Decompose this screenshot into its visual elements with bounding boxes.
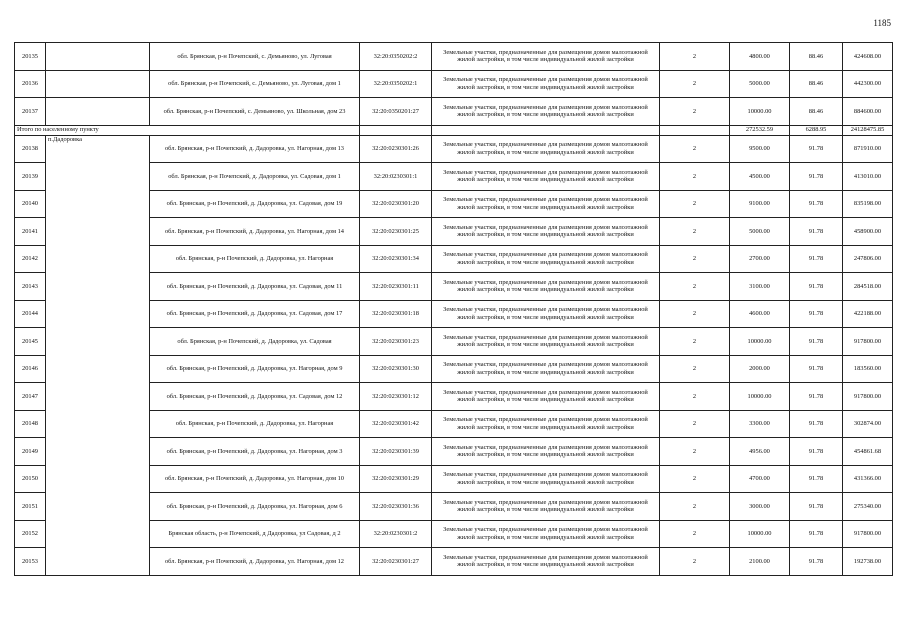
- land-use-cell: Земельные участки, предназначенные для размещения домов малоэтажной жилой застройки, в том числе индивидуальной жилой застройки: [432, 438, 660, 466]
- row-number: 20148: [15, 410, 46, 438]
- land-use-cell: Земельные участки, предназначенные для размещения домов малоэтажной жилой застройки, в том числе индивидуальной жилой застройки: [432, 245, 660, 273]
- category-cell: 2: [660, 190, 730, 218]
- row-number: 20135: [15, 43, 46, 71]
- area-cell: 4600.00: [730, 300, 790, 328]
- area-cell: 10000.00: [730, 520, 790, 548]
- address-cell: обл. Брянская, р-н Почепский, д. Дадоровка, ул. Садовая, дом 1: [150, 163, 360, 191]
- category-cell: 2: [660, 300, 730, 328]
- land-use-cell: Земельные участки, предназначенные для размещения домов малоэтажной жилой застройки, в том числе индивидуальной жилой застройки: [432, 493, 660, 521]
- cadastral-value-table: [14, 42, 893, 576]
- area-cell: 4800.00: [730, 43, 790, 71]
- cadastral-number-cell: 32:20:0230301:23: [360, 328, 432, 356]
- address-cell: обл. Брянская, р-н Почепский, д. Дадоровка, ул. Нагорная, дом 14: [150, 218, 360, 246]
- area-cell: 9500.00: [730, 135, 790, 163]
- table-body-lower: [15, 135, 893, 575]
- category-cell: 2: [660, 438, 730, 466]
- area-cell: 10000.00: [730, 328, 790, 356]
- row-number: 20142: [15, 245, 46, 273]
- area-cell: 2700.00: [730, 245, 790, 273]
- area-cell: 4956.00: [730, 438, 790, 466]
- settlement-cell-empty: [46, 98, 150, 126]
- rate-cell: 91.78: [790, 273, 843, 301]
- cadastral-number-cell: 32:20:0230301:1: [360, 163, 432, 191]
- row-number: 20137: [15, 98, 46, 126]
- cadastral-value-cell: 871910.00: [843, 135, 893, 163]
- land-use-cell: Земельные участки, предназначенные для размещения домов малоэтажной жилой застройки, в том числе индивидуальной жилой застройки: [432, 548, 660, 576]
- cadastral-number-cell: 32:20:0230301:11: [360, 273, 432, 301]
- settlement-cell: п.Дадоровка: [46, 135, 150, 575]
- address-cell: обл. Брянская, р-н Почепский, д. Дадоровка, ул. Нагорная, дом 10: [150, 465, 360, 493]
- cadastral-number-cell: 32:20:0230301:2: [360, 520, 432, 548]
- subtotal-use-empty: [432, 125, 660, 135]
- cadastral-number-cell: 32:20:0230301:12: [360, 383, 432, 411]
- row-number: 20144: [15, 300, 46, 328]
- category-cell: 2: [660, 43, 730, 71]
- category-cell: 2: [660, 383, 730, 411]
- category-cell: 2: [660, 520, 730, 548]
- area-cell: 9100.00: [730, 190, 790, 218]
- cadastral-number-cell: 32:20:0230301:30: [360, 355, 432, 383]
- row-number: 20146: [15, 355, 46, 383]
- address-cell: Брянская область, р-н Почепский, д Дадоровка, ул Садовая, д 2: [150, 520, 360, 548]
- address-cell: обл. Брянская, р-н Почепский, д. Дадоровка, ул. Садовая, дом 11: [150, 273, 360, 301]
- category-cell: 2: [660, 548, 730, 576]
- land-use-cell: Земельные участки, предназначенные для размещения домов малоэтажной жилой застройки, в том числе индивидуальной жилой застройки: [432, 70, 660, 98]
- cadastral-value-cell: 302874.00: [843, 410, 893, 438]
- category-cell: 2: [660, 493, 730, 521]
- cadastral-number-cell: 32:20:0230301:39: [360, 438, 432, 466]
- cadastral-value-cell: 183560.00: [843, 355, 893, 383]
- settlement-cell-empty: [46, 70, 150, 98]
- subtotal-category-empty: [660, 125, 730, 135]
- land-use-cell: Земельные участки, предназначенные для размещения домов малоэтажной жилой застройки, в том числе индивидуальной жилой застройки: [432, 135, 660, 163]
- rate-cell: 91.78: [790, 493, 843, 521]
- land-use-cell: Земельные участки, предназначенные для размещения домов малоэтажной жилой застройки, в том числе индивидуальной жилой застройки: [432, 43, 660, 71]
- cadastral-number-cell: 32:20:0350202:2: [360, 43, 432, 71]
- area-cell: 2100.00: [730, 548, 790, 576]
- cadastral-value-cell: 431366.00: [843, 465, 893, 493]
- cadastral-number-cell: 32:20:0230301:20: [360, 190, 432, 218]
- area-cell: 10000.00: [730, 98, 790, 126]
- area-cell: 5000.00: [730, 70, 790, 98]
- row-number: 20140: [15, 190, 46, 218]
- rate-cell: 91.78: [790, 548, 843, 576]
- address-cell: обл. Брянская, р-н Почепский, д. Дадоровка, ул. Садовая: [150, 328, 360, 356]
- land-use-cell: Земельные участки, предназначенные для размещения домов малоэтажной жилой застройки, в том числе индивидуальной жилой застройки: [432, 355, 660, 383]
- address-cell: обл. Брянская, р-н Почепский, д. Дадоровка, ул. Нагорная, дом 6: [150, 493, 360, 521]
- cadastral-value-cell: 284518.00: [843, 273, 893, 301]
- address-cell: обл. Брянская, р-н Почепский, д. Дадоровка, ул. Нагорная, дом 9: [150, 355, 360, 383]
- cadastral-number-cell: 32:20:0230301:29: [360, 465, 432, 493]
- subtotal-value: 24128475.85: [843, 125, 893, 135]
- cadastral-number-cell: 32:20:0350202:1: [360, 70, 432, 98]
- cadastral-number-cell: 32:20:0230301:26: [360, 135, 432, 163]
- cadastral-value-cell: 247806.00: [843, 245, 893, 273]
- rate-cell: 91.78: [790, 355, 843, 383]
- row-number: 20139: [15, 163, 46, 191]
- address-cell: обл. Брянская, р-н Почепский, д. Дадоровка, ул. Садовая, дом 12: [150, 383, 360, 411]
- address-cell: обл. Брянская, р-н Почепский, д. Дадоровка, ул. Нагорная, дом 13: [150, 135, 360, 163]
- rate-cell: 91.78: [790, 410, 843, 438]
- area-cell: 4700.00: [730, 465, 790, 493]
- cadastral-number-cell: 32:20:0350201:27: [360, 98, 432, 126]
- row-number: 20141: [15, 218, 46, 246]
- category-cell: 2: [660, 70, 730, 98]
- settlement-cell-empty: [46, 43, 150, 71]
- cadastral-value-cell: 884600.00: [843, 98, 893, 126]
- cadastral-value-cell: 413010.00: [843, 163, 893, 191]
- category-cell: 2: [660, 273, 730, 301]
- row-number: 20143: [15, 273, 46, 301]
- category-cell: 2: [660, 245, 730, 273]
- cadastral-number-cell: 32:20:0230301:42: [360, 410, 432, 438]
- row-number: 20147: [15, 383, 46, 411]
- address-cell: обл. Брянская, р-н Почепский, д. Дадоровка, ул. Нагорная: [150, 245, 360, 273]
- cadastral-value-cell: 458900.00: [843, 218, 893, 246]
- table-row: [15, 43, 893, 71]
- category-cell: 2: [660, 465, 730, 493]
- address-cell: обл. Брянская, р-н Почепский, д. Дадоровка, ул. Нагорная: [150, 410, 360, 438]
- land-use-cell: Земельные участки, предназначенные для размещения домов малоэтажной жилой застройки, в том числе индивидуальной жилой застройки: [432, 163, 660, 191]
- address-cell: обл. Брянская, р-н Почепский, д. Дадоровка, ул. Нагорная, дом 12: [150, 548, 360, 576]
- address-cell: обл. Брянская, р-н Почепский, д. Дадоровка, ул. Садовая, дом 17: [150, 300, 360, 328]
- rate-cell: 88.46: [790, 70, 843, 98]
- area-cell: 3100.00: [730, 273, 790, 301]
- table-row: [15, 70, 893, 98]
- rate-cell: 91.78: [790, 135, 843, 163]
- rate-cell: 91.78: [790, 383, 843, 411]
- rate-cell: 91.78: [790, 163, 843, 191]
- rate-cell: 91.78: [790, 520, 843, 548]
- land-use-cell: Земельные участки, предназначенные для размещения домов малоэтажной жилой застройки, в том числе индивидуальной жилой застройки: [432, 98, 660, 126]
- area-cell: 3000.00: [730, 493, 790, 521]
- cadastral-number-cell: 32:20:0230301:34: [360, 245, 432, 273]
- category-cell: 2: [660, 98, 730, 126]
- address-cell: обл. Брянская, р-н Почепский, с. Демьяново, ул. Луговая, дом 1: [150, 70, 360, 98]
- area-cell: 4500.00: [730, 163, 790, 191]
- row-number: 20145: [15, 328, 46, 356]
- category-cell: 2: [660, 328, 730, 356]
- cadastral-number-cell: 32:20:0230301:36: [360, 493, 432, 521]
- land-use-cell: Земельные участки, предназначенные для размещения домов малоэтажной жилой застройки, в том числе индивидуальной жилой застройки: [432, 383, 660, 411]
- land-use-cell: Земельные участки, предназначенные для размещения домов малоэтажной жилой застройки, в том числе индивидуальной жилой застройки: [432, 520, 660, 548]
- rate-cell: 91.78: [790, 465, 843, 493]
- land-use-cell: Земельные участки, предназначенные для размещения домов малоэтажной жилой застройки, в том числе индивидуальной жилой застройки: [432, 328, 660, 356]
- category-cell: 2: [660, 135, 730, 163]
- table-body-subtotal: [15, 125, 893, 135]
- land-use-cell: Земельные участки, предназначенные для размещения домов малоэтажной жилой застройки, в том числе индивидуальной жилой застройки: [432, 218, 660, 246]
- cadastral-value-cell: 917800.00: [843, 520, 893, 548]
- row-number: 20150: [15, 465, 46, 493]
- area-cell: 3300.00: [730, 410, 790, 438]
- cadastral-value-cell: 192738.00: [843, 548, 893, 576]
- land-use-cell: Земельные участки, предназначенные для размещения домов малоэтажной жилой застройки, в том числе индивидуальной жилой застройки: [432, 410, 660, 438]
- rate-cell: 91.78: [790, 190, 843, 218]
- cadastral-value-cell: 917800.00: [843, 383, 893, 411]
- subtotal-row: [15, 125, 893, 135]
- subtotal-label: Итого по населенному пункту: [15, 125, 360, 135]
- land-use-cell: Земельные участки, предназначенные для размещения домов малоэтажной жилой застройки, в том числе индивидуальной жилой застройки: [432, 300, 660, 328]
- cadastral-value-cell: 422188.00: [843, 300, 893, 328]
- row-number: 20151: [15, 493, 46, 521]
- land-use-cell: Земельные участки, предназначенные для размещения домов малоэтажной жилой застройки, в том числе индивидуальной жилой застройки: [432, 273, 660, 301]
- table-body-upper: [15, 43, 893, 126]
- subtotal-rate: 6288.95: [790, 125, 843, 135]
- cadastral-number-cell: 32:20:0230301:25: [360, 218, 432, 246]
- cadastral-value-cell: 424608.00: [843, 43, 893, 71]
- area-cell: 5000.00: [730, 218, 790, 246]
- rate-cell: 91.78: [790, 438, 843, 466]
- row-number: 20136: [15, 70, 46, 98]
- cadastral-value-cell: 917800.00: [843, 328, 893, 356]
- address-cell: обл. Брянская, р-н Почепский, с. Демьяново, ул. Луговая: [150, 43, 360, 71]
- table-row: [15, 135, 893, 163]
- cadastral-number-cell: 32:20:0230301:27: [360, 548, 432, 576]
- row-number: 20152: [15, 520, 46, 548]
- cadastral-value-cell: 442300.00: [843, 70, 893, 98]
- cadastral-value-cell: 454861.68: [843, 438, 893, 466]
- subtotal-area: 272532.59: [730, 125, 790, 135]
- land-use-cell: Земельные участки, предназначенные для размещения домов малоэтажной жилой застройки, в том числе индивидуальной жилой застройки: [432, 465, 660, 493]
- category-cell: 2: [660, 163, 730, 191]
- address-cell: обл. Брянская, р-н Почепский, д. Дадоровка, ул. Нагорная, дом 3: [150, 438, 360, 466]
- category-cell: 2: [660, 355, 730, 383]
- land-use-cell: Земельные участки, предназначенные для размещения домов малоэтажной жилой застройки, в том числе индивидуальной жилой застройки: [432, 190, 660, 218]
- address-cell: обл. Брянская, р-н Почепский, с. Демьяново, ул. Школьная, дом 23: [150, 98, 360, 126]
- table-row: [15, 98, 893, 126]
- area-cell: 10000.00: [730, 383, 790, 411]
- rate-cell: 91.78: [790, 245, 843, 273]
- rate-cell: 91.78: [790, 218, 843, 246]
- row-number: 20149: [15, 438, 46, 466]
- cadastral-value-cell: 275340.00: [843, 493, 893, 521]
- cadastral-value-cell: 835198.00: [843, 190, 893, 218]
- rate-cell: 88.46: [790, 98, 843, 126]
- rate-cell: 88.46: [790, 43, 843, 71]
- rate-cell: 91.78: [790, 300, 843, 328]
- category-cell: 2: [660, 218, 730, 246]
- category-cell: 2: [660, 410, 730, 438]
- page-number: 1185: [873, 18, 891, 28]
- address-cell: обл. Брянская, р-н Почепский, д. Дадоровка, ул. Садовая, дом 19: [150, 190, 360, 218]
- area-cell: 2000.00: [730, 355, 790, 383]
- rate-cell: 91.78: [790, 328, 843, 356]
- subtotal-cadastral-empty: [360, 125, 432, 135]
- row-number: 20138: [15, 135, 46, 163]
- row-number: 20153: [15, 548, 46, 576]
- cadastral-number-cell: 32:20:0230301:18: [360, 300, 432, 328]
